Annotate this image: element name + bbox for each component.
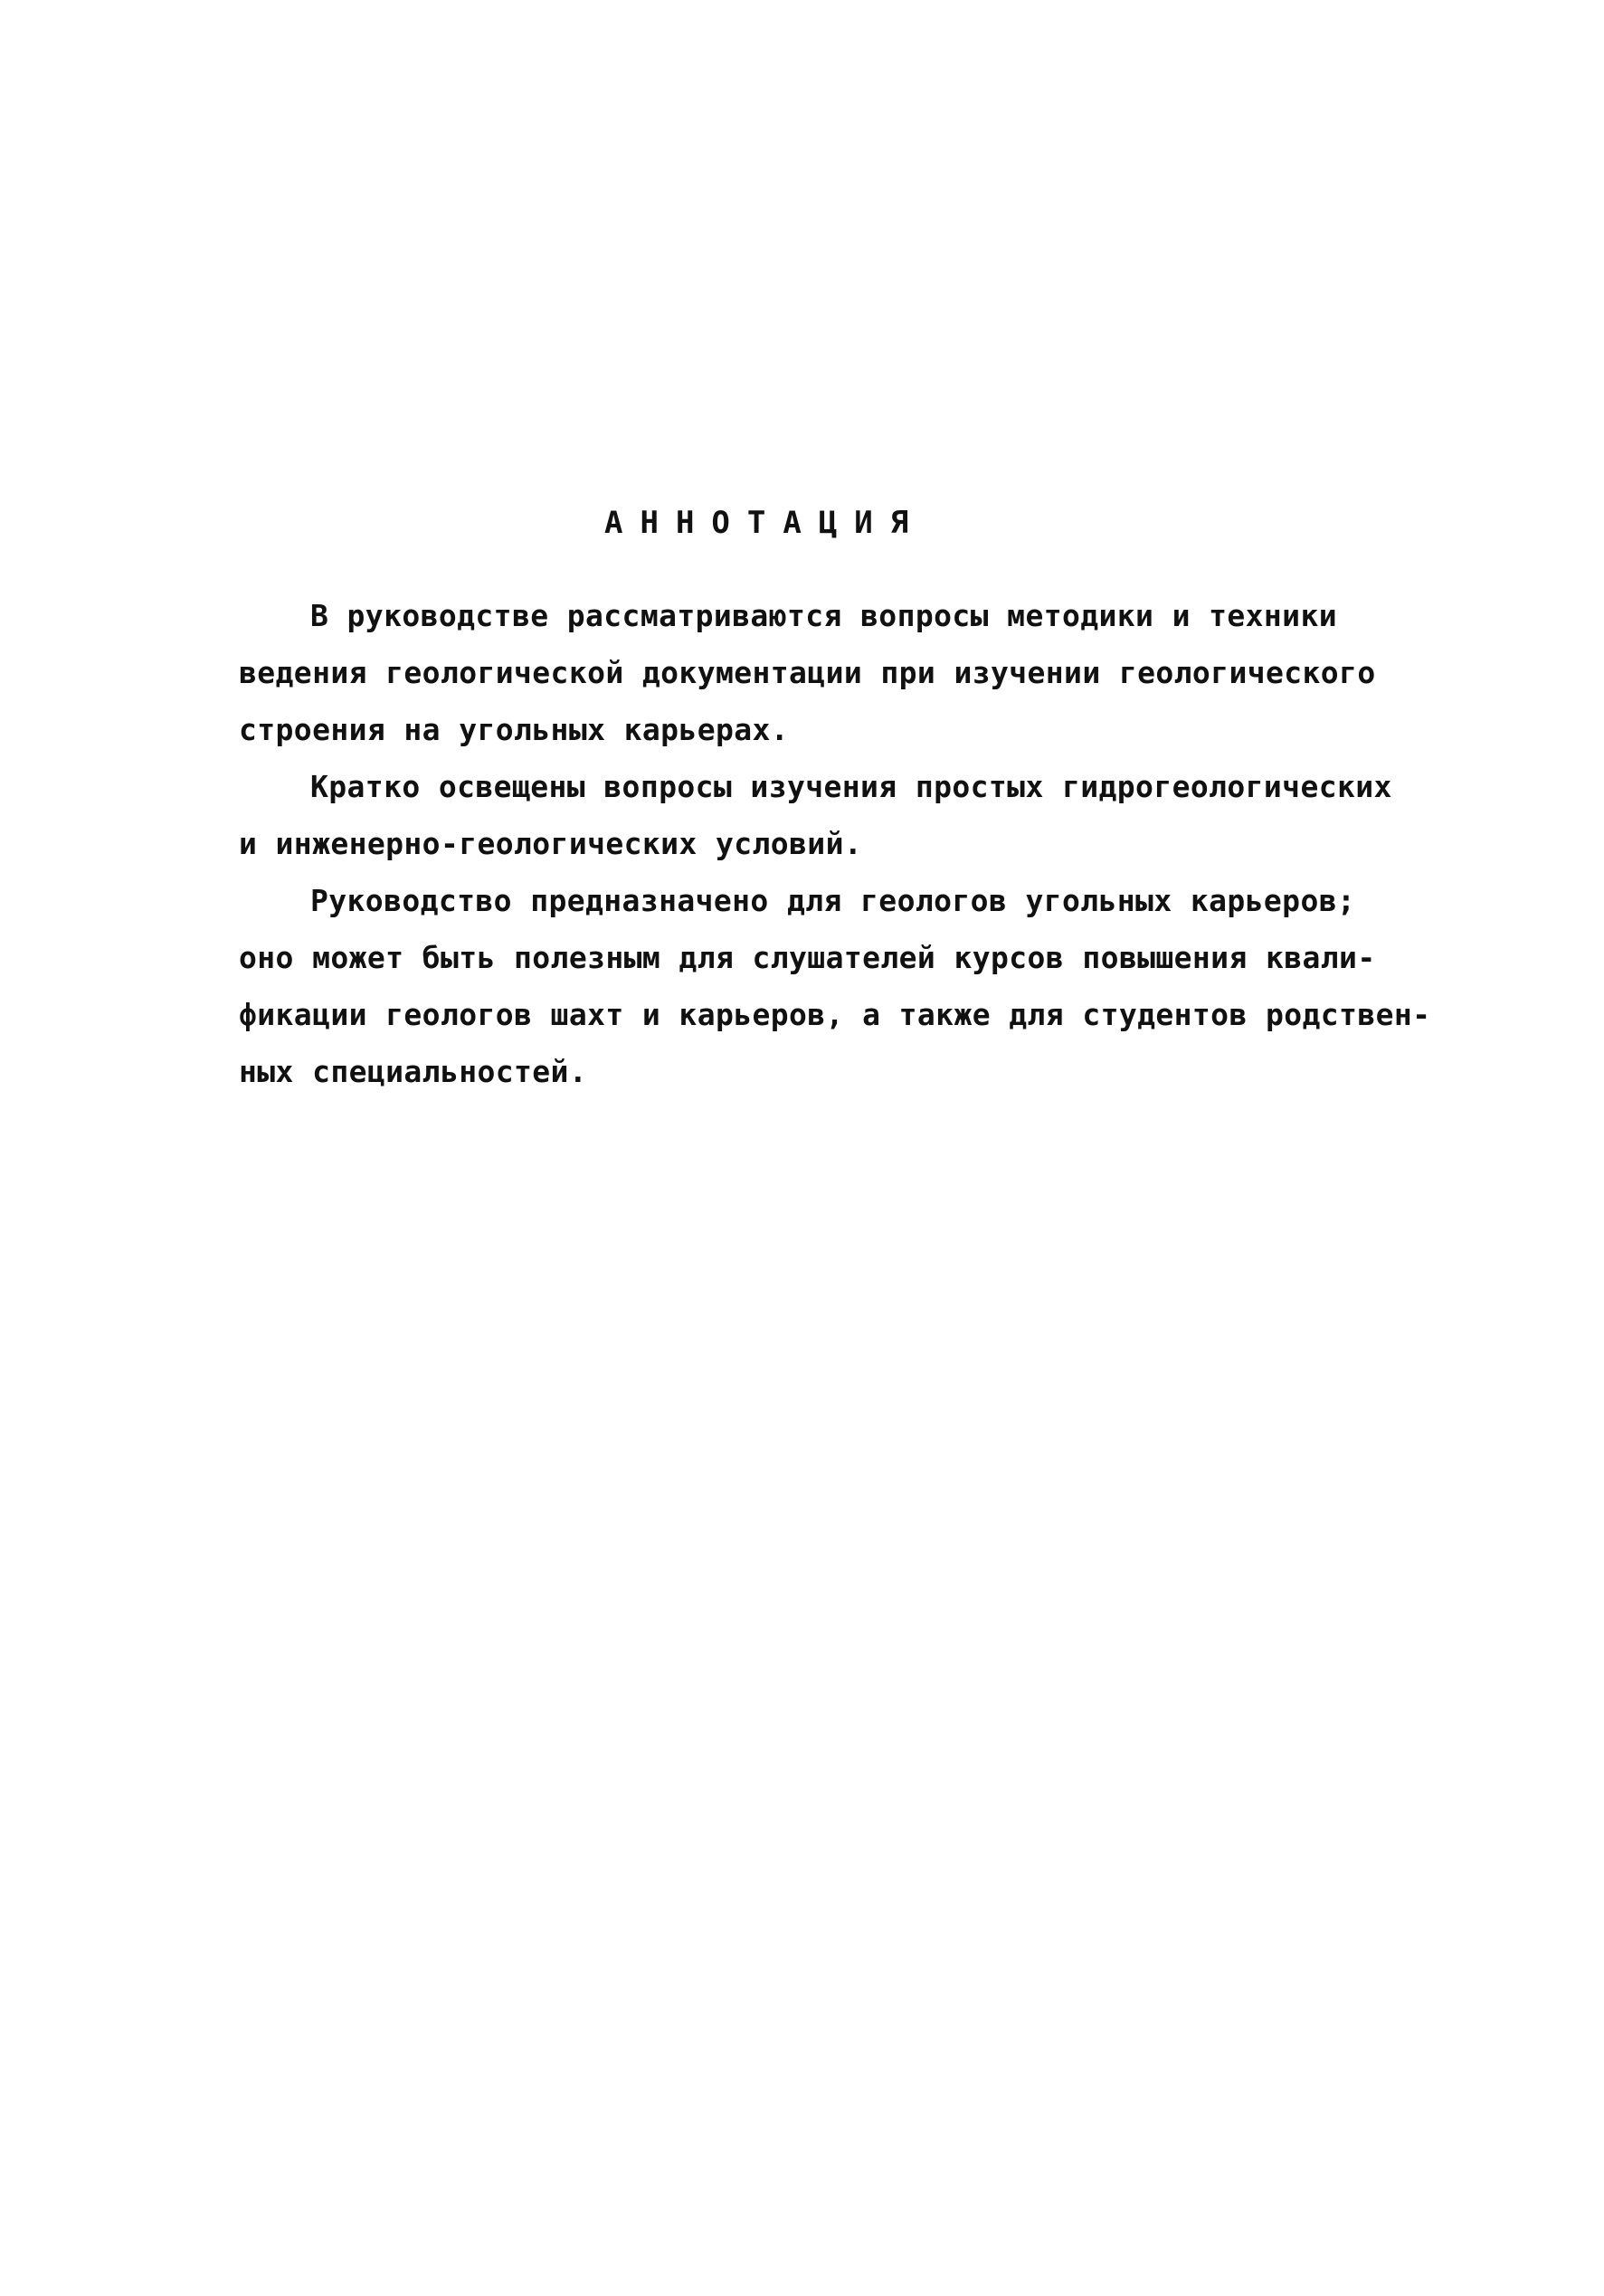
page-title: АННОТАЦИЯ (604, 505, 926, 541)
paragraph-2-line-2: и инженерно-геологических условий. (239, 826, 863, 861)
paragraph-2-line-1: Кратко освещены вопросы изучения простых гидрогеологических (310, 769, 1392, 804)
paragraph-3-line-1: Руководство предназначено для геологов угольных карьеров; (310, 883, 1356, 918)
paragraph-3-line-2: оно может быть полезным для слушателей курсов повышения квали- (239, 940, 1376, 975)
paragraph-3-line-4: ных специальностей. (239, 1054, 588, 1089)
paragraph-3-line-3: фикации геологов шахт и карьеров, а также для студентов родствен- (239, 997, 1431, 1032)
paragraph-1-line-2: ведения геологической документации при изучении геологического (239, 655, 1376, 690)
paragraph-1-line-1: В руководстве рассматриваются вопросы методики и техники (310, 598, 1337, 633)
paragraph-1-line-3: строения на угольных карьерах. (239, 712, 790, 747)
